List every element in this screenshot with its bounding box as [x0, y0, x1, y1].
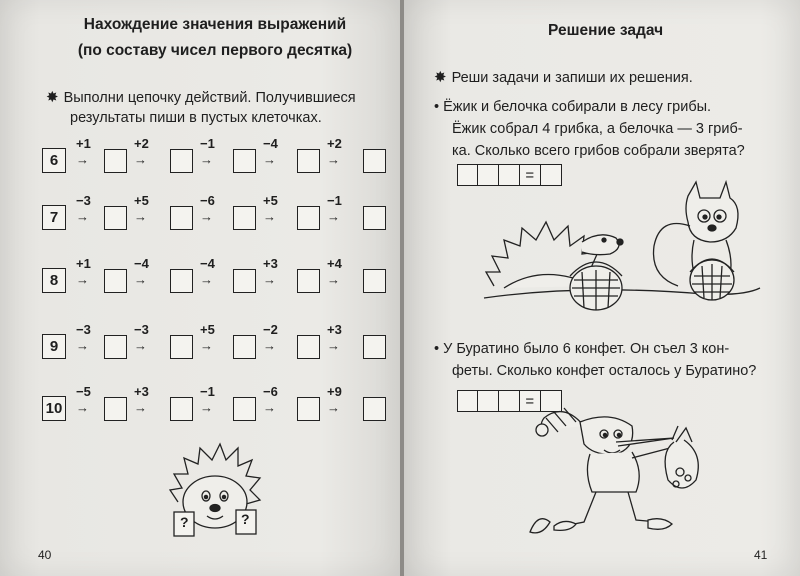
answer-box[interactable] — [297, 397, 320, 421]
arrow-icon: → — [263, 272, 276, 287]
arrow-icon: → — [200, 400, 213, 415]
chain-start-number: 6 — [42, 148, 66, 173]
chain-operation: −2 — [263, 322, 278, 337]
chain-operation: +1 — [76, 256, 91, 271]
right-page — [404, 0, 800, 576]
chain-operation: −6 — [200, 193, 215, 208]
chain-operation: +5 — [200, 322, 215, 337]
chain-start-number: 7 — [42, 205, 66, 230]
chain-operation: +4 — [327, 256, 342, 271]
chain-operation: −4 — [263, 136, 278, 151]
arrow-icon: → — [200, 209, 213, 224]
answer-box[interactable] — [104, 335, 127, 359]
answer-cell[interactable] — [457, 390, 479, 412]
answer-equals: = — [519, 164, 541, 186]
hedgehog-card-left: ? — [180, 514, 189, 530]
star-icon: ✸ — [46, 89, 59, 106]
answer-box[interactable] — [170, 397, 193, 421]
arrow-icon: → — [134, 152, 147, 167]
chain-operation: +2 — [134, 136, 149, 151]
answer-equals: = — [519, 390, 541, 412]
arrow-icon: → — [76, 400, 89, 415]
answer-cell[interactable] — [477, 390, 499, 412]
chain-operation: −5 — [76, 384, 91, 399]
arrow-icon: → — [200, 152, 213, 167]
page-number-left: 40 — [38, 548, 52, 562]
arrow-icon: → — [76, 152, 89, 167]
arrow-icon: → — [263, 152, 276, 167]
answer-box[interactable] — [363, 206, 386, 230]
arrow-icon: → — [76, 338, 89, 353]
answer-box[interactable] — [297, 269, 320, 293]
arrow-icon: → — [327, 152, 340, 167]
answer-box[interactable] — [297, 206, 320, 230]
chain-start-number: 8 — [42, 268, 66, 293]
arrow-icon: → — [327, 338, 340, 353]
chain-operation: +1 — [76, 136, 91, 151]
answer-box[interactable] — [233, 206, 256, 230]
chain-operation: +5 — [263, 193, 278, 208]
arrow-icon: → — [327, 209, 340, 224]
page-subtitle: (по составу чисел первого десятка) — [77, 42, 353, 59]
instruction-right: ✸ Реши задачи и запиши их решения. — [434, 69, 693, 86]
arrow-icon: → — [134, 338, 147, 353]
chain-operation: +9 — [327, 384, 342, 399]
chain-operation: +3 — [134, 384, 149, 399]
arrow-icon: → — [134, 272, 147, 287]
answer-box[interactable] — [104, 269, 127, 293]
chain-operation: +3 — [327, 322, 342, 337]
answer-box[interactable] — [170, 335, 193, 359]
hedgehog-illustration — [160, 432, 270, 542]
arrow-icon: → — [263, 209, 276, 224]
chain-operation: −1 — [200, 384, 215, 399]
star-icon: ✸ — [434, 69, 447, 86]
answer-box[interactable] — [104, 149, 127, 173]
chain-operation: +5 — [134, 193, 149, 208]
chain-operation: −6 — [263, 384, 278, 399]
chain-operation: −4 — [134, 256, 149, 271]
arrow-icon: → — [327, 272, 340, 287]
answer-box[interactable] — [363, 149, 386, 173]
page-title: Нахождение значения выражений — [83, 16, 347, 33]
answer-box[interactable] — [233, 335, 256, 359]
arrow-icon: → — [263, 338, 276, 353]
arrow-icon: → — [263, 400, 276, 415]
arrow-icon: → — [134, 400, 147, 415]
page-number-right: 41 — [754, 548, 768, 562]
chain-start-number: 10 — [42, 396, 66, 421]
answer-box[interactable] — [233, 269, 256, 293]
answer-box[interactable] — [170, 149, 193, 173]
answer-box[interactable] — [297, 149, 320, 173]
chain-operation: +3 — [263, 256, 278, 271]
answer-box[interactable] — [233, 397, 256, 421]
arrow-icon: → — [134, 209, 147, 224]
instruction-line-1: ✸ Выполни цепочку действий. Получившиеся — [46, 89, 356, 106]
hedgehog-squirrel-illustration — [464, 176, 764, 326]
task1-line-2: Ёжик собрал 4 грибка, а белочка — 3 гриб- — [452, 121, 743, 137]
chain-operation: +2 — [327, 136, 342, 151]
chain-start-number: 9 — [42, 334, 66, 359]
task1-line-3: ка. Сколько всего грибов собрали зверята? — [452, 143, 745, 159]
chain-operation: −3 — [76, 193, 91, 208]
task2-line-2: феты. Сколько конфет осталось у Буратино? — [452, 363, 757, 379]
answer-box[interactable] — [104, 397, 127, 421]
buratino-illustration — [524, 392, 754, 542]
arrow-icon: → — [200, 338, 213, 353]
arrow-icon: → — [76, 272, 89, 287]
page-title-right: Решение задач — [548, 22, 664, 39]
chain-operation: −1 — [327, 193, 342, 208]
arrow-icon: → — [200, 272, 213, 287]
chain-operation: −1 — [200, 136, 215, 151]
answer-box[interactable] — [363, 397, 386, 421]
answer-box[interactable] — [104, 206, 127, 230]
hedgehog-card-right: ? — [241, 511, 250, 527]
task2-line-1: • У Буратино было 6 конфет. Он съел 3 кон- — [434, 341, 730, 357]
answer-box[interactable] — [233, 149, 256, 173]
arrow-icon: → — [327, 400, 340, 415]
answer-cell[interactable] — [498, 390, 520, 412]
arrow-icon: → — [76, 209, 89, 224]
instruction-line-2: результаты пиши в пустых клеточках. — [70, 110, 322, 126]
answer-box[interactable] — [297, 335, 320, 359]
task1-line-1: • Ёжик и белочка собирали в лесу грибы. — [434, 99, 712, 115]
chain-operation: −3 — [134, 322, 149, 337]
answer-box[interactable] — [170, 269, 193, 293]
answer-box[interactable] — [363, 335, 386, 359]
answer-box[interactable] — [170, 206, 193, 230]
chain-operation: −4 — [200, 256, 215, 271]
answer-box[interactable] — [363, 269, 386, 293]
chain-operation: −3 — [76, 322, 91, 337]
